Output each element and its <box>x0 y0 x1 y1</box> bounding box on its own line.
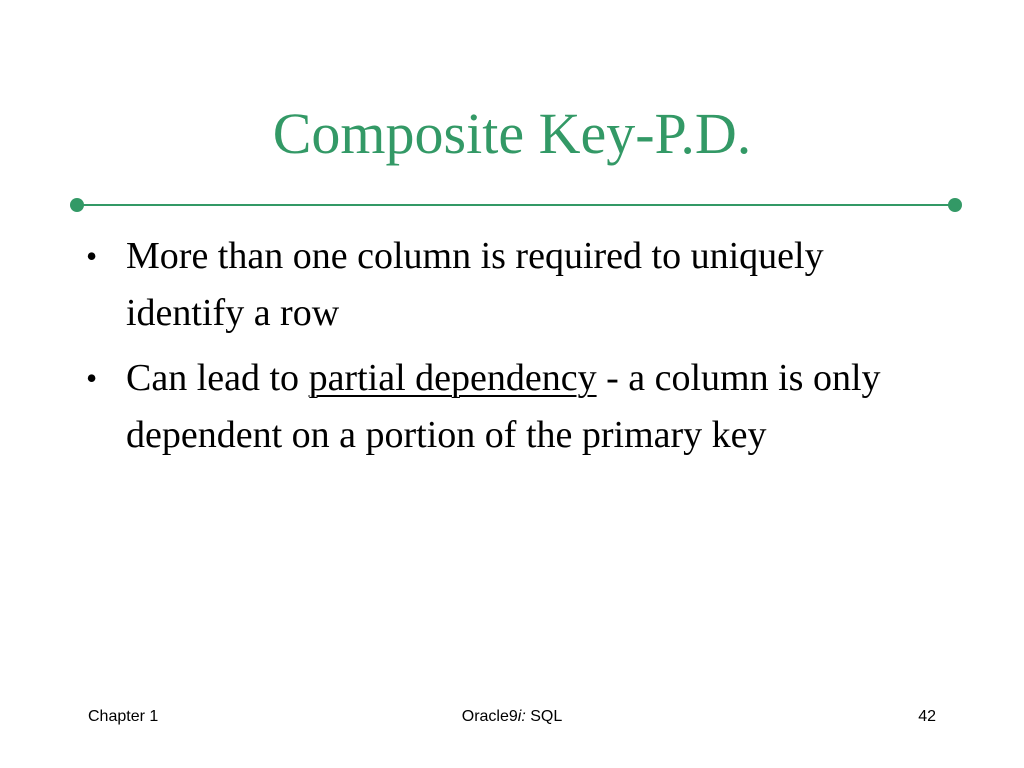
divider-dot-right <box>948 198 962 212</box>
footer-course-prefix: Oracle9 <box>461 708 518 725</box>
bullet-icon: • <box>86 360 98 396</box>
title-divider <box>70 197 962 213</box>
footer-course-suffix: SQL <box>525 708 563 725</box>
bullet-text-before: Can lead to <box>126 357 309 399</box>
divider-dot-left <box>70 198 84 212</box>
bullet-text-after: - a column is only dependent on a portion of the primary key <box>126 357 881 456</box>
divider-line <box>76 204 956 206</box>
footer-course <box>0 704 1024 730</box>
bullet-text: More than one column is required to uniquely identify a row <box>126 235 824 334</box>
bullet-item-1 <box>84 228 914 342</box>
footer-course-italic: i: <box>517 708 526 725</box>
slide-title: Composite Key-P.D. <box>272 101 752 166</box>
footer-page-number: 42 <box>918 708 936 725</box>
bullet-item-2 <box>84 350 914 464</box>
bullet-underlined-term: partial dependency <box>308 357 597 399</box>
bullet-icon: • <box>86 238 98 274</box>
bullet-list <box>84 228 914 472</box>
footer-chapter: Chapter 1 <box>88 708 159 725</box>
